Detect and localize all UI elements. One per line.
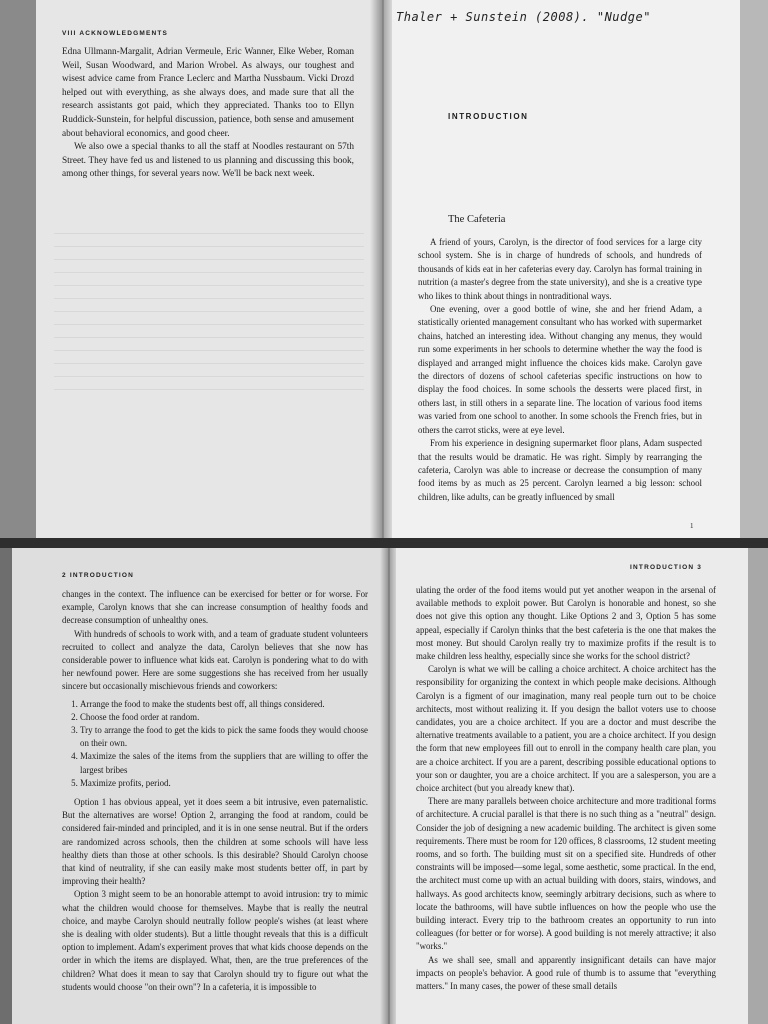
paragraph: A friend of yours, Carolyn, is the director of food services for a large city school system. She is in charge of hundreds of schools, and hundreds of thousands of kids eat in her cafeterias every day. Carolyn has formal training in nutrition (a master's degree from the state university), and she is a creative type who likes to think about things in nontraditional ways.: [418, 237, 702, 301]
paragraph: Option 1 has obvious appeal, yet it does seem a bit intrusive, even paternalistic. But the alternatives are worse! Option 2, arranging the food at random, could be considered fair-minded and principled, and it is in one sense neutral. But if the orders are randomized across schools, then the children at some schools will have less healthy diets than those at other schools. Is this desirable? Should Carolyn choose that kind of neutrality, if she can easily make most students better off, in part by improving their health?: [62, 797, 368, 887]
paragraph: From his experience in designing supermarket floor plans, Adam suspected that the results would be dramatic. He was right. Simply by rearranging the cafeteria, Carolyn was able to increase or decrease the consumption of many food items by as much as 25 percent. Carolyn learned a big lesson: school children, like adults, can be greatly influenced by small: [418, 438, 702, 502]
page-introduction-1: [384, 0, 740, 538]
running-head: VIII ACKNOWLEDGMENTS: [62, 30, 169, 37]
page-introduction-2: [12, 548, 388, 1024]
book-edge-right: [740, 0, 768, 538]
paragraph: Carolyn is what we will be calling a choice architect. A choice architect has the responsibility for organizing the context in which people make decisions. Although Carolyn is a figment of our imagination, many real people turn out to be choice architects, most without realizing it. If you design the ballot voters use to choose candidates, you are a choice architect. If you are a doctor and must describe the alternative treatments available to a patient, you are a choice architect. If you design the form that new employees fill out to enroll in the company health care plan, you are a choice architect. If you are a parent, describing possible educational options to your son or daughter, you are a choice architect. If you are a salesperson, you are a choice architect (but you already knew that).: [416, 664, 716, 794]
book-edge-left: [0, 548, 12, 1024]
running-head: INTRODUCTION 3: [630, 564, 703, 571]
paragraph: With hundreds of schools to work with, and a team of graduate student volunteers recruited to collect and analyze the data, Carolyn believes that she now has considerable power to influence what kids eat. Carolyn is pondering what to do with her newfound power. Here are some suggestions she has received from her usually sincere but occasionally mischievous friends and coworkers:: [62, 628, 368, 692]
list-item: 3. Try to arrange the food to get the kids to pick the same foods they would choose on their own.: [80, 724, 368, 750]
intro-text: [416, 584, 716, 993]
list-item: 1. Arrange the food to make the students best off, all things considered.: [80, 698, 368, 711]
section-title: The Cafeteria: [448, 214, 506, 225]
bottom-spread-photo: [0, 548, 768, 1024]
page-acknowledgments: [36, 0, 382, 538]
acknowledgments-text: [62, 46, 354, 182]
page-introduction-3: [390, 548, 748, 1024]
scan-divider: [0, 538, 768, 548]
list-item: 4. Maximize the sales of the items from the suppliers that are willing to offer the largest bribes: [80, 750, 368, 776]
chapter-title: INTRODUCTION: [448, 112, 529, 121]
intro-text: [62, 588, 368, 994]
book-gutter: [380, 548, 396, 1024]
paragraph: There are many parallels between choice architecture and more traditional forms of architecture. A crucial parallel is that there is no such thing as a "neutral" design. Consider the job of designing a new academic building. The architect is given some requirements. There must be room for 120 offices, 8 classrooms, 12 student meeting rooms, and so forth. The building must sit on a specified site. Hundreds of other constraints will be imposed—some legal, some aesthetic, some practical. In the end, the architect must come up with an actual building with doors, stairs, windows, and hallways. As good architects know, seemingly arbitrary decisions, such as where to locate the bathrooms, will have subtle influences on how the people who use the building interact. Every trip to the bathroom creates an opportunity to run into colleagues (for better or for worse). A good building is not merely attractive; it also "works.": [416, 796, 716, 952]
paragraph: As we shall see, small and apparently insignificant details can have major impacts on people's behavior. A good rule of thumb is to assume that "everything matters." In many cases, the power of these small details: [416, 954, 716, 992]
options-list: [62, 698, 368, 790]
list-item: 2. Choose the food order at random.: [80, 711, 368, 724]
paragraph: changes in the context. The influence can be exercised for better or for worse. For example, Carolyn knows that she can increase consumption of healthy foods and decrease consumption of unhealthy ones.: [62, 589, 368, 626]
page-number: 1: [690, 522, 694, 530]
intro-text: [418, 236, 702, 504]
book-gutter: [370, 0, 392, 538]
show-through-bleed: [54, 230, 364, 390]
running-head: 2 INTRODUCTION: [62, 572, 135, 579]
paragraph: We also owe a special thanks to all the staff at Noodles restaurant on 57th Street. They have fed us and listened to us planning and discussing this book, among other things, for several years now. We'll be back next week.: [62, 142, 354, 180]
paragraph: Edna Ullmann-Margalit, Adrian Vermeule, Eric Wanner, Elke Weber, Roman Weil, Susan Woodward, and Marion Wrobel. As always, our toughest and wisest advice came from France Leclerc and Martha Nussbaum. Vicki Drozd helped out with everything, as she always does, and made sure that all the research assistants got paid, which they appreciated. Thanks too to Ellyn Ruddick-Sunstein, for helpful discussion, patience, both sense and amusement about behavioral economics, and good cheer.: [62, 47, 354, 139]
paragraph: One evening, over a good bottle of wine, she and her friend Adam, a statistically oriented management consultant who has worked with supermarket chains, hatched an interesting idea. Without changing any menus, they would run some experiments in her schools to determine whether the way the food is displayed and arranged might influence the choices kids make. Carolyn gave the directors of dozens of school cafeterias specific instructions on how to display the food choices. In some schools the desserts were placed first, in others last, in still others in a separate line. The location of various food items was varied from one school to another. In some schools the French fries, but in others the carrot sticks, were at eye level.: [418, 304, 702, 435]
paragraph: Option 3 might seem to be an honorable attempt to avoid intrusion: try to mimic what the children would choose for themselves. Maybe that is really the neutral choice, and maybe Carolyn should neutrally follow people's wishes (at least where she is dealing with older students). But a little thought reveals that this is a difficult option to implement. Adam's experiment proves that what kids choose depends on the order in which the items are displayed. What, then, are the true preferences of the children? What does it mean to say that Carolyn should try to figure out what the students would choose "on their own"? In a cafeteria, it is impossible to: [62, 889, 368, 992]
paragraph: ulating the order of the food items would put yet another weapon in the arsenal of available methods to exploit power. But Carolyn is honorable and honest, so she does not give this option any thought. Like Options 2 and 3, Option 5 has some appeal, especially if Carolyn thinks that the best cafeteria is the one that makes the most money. But should Carolyn really try to maximize profits if the result is to make children less healthy, especially since she works for the school district?: [416, 585, 716, 662]
handwritten-note: Thaler + Sunstein (2008). "Nudge": [396, 10, 651, 24]
book-edge-right: [748, 548, 768, 1024]
list-item: 5. Maximize profits, period.: [80, 777, 368, 790]
book-edge-left: [0, 0, 36, 538]
